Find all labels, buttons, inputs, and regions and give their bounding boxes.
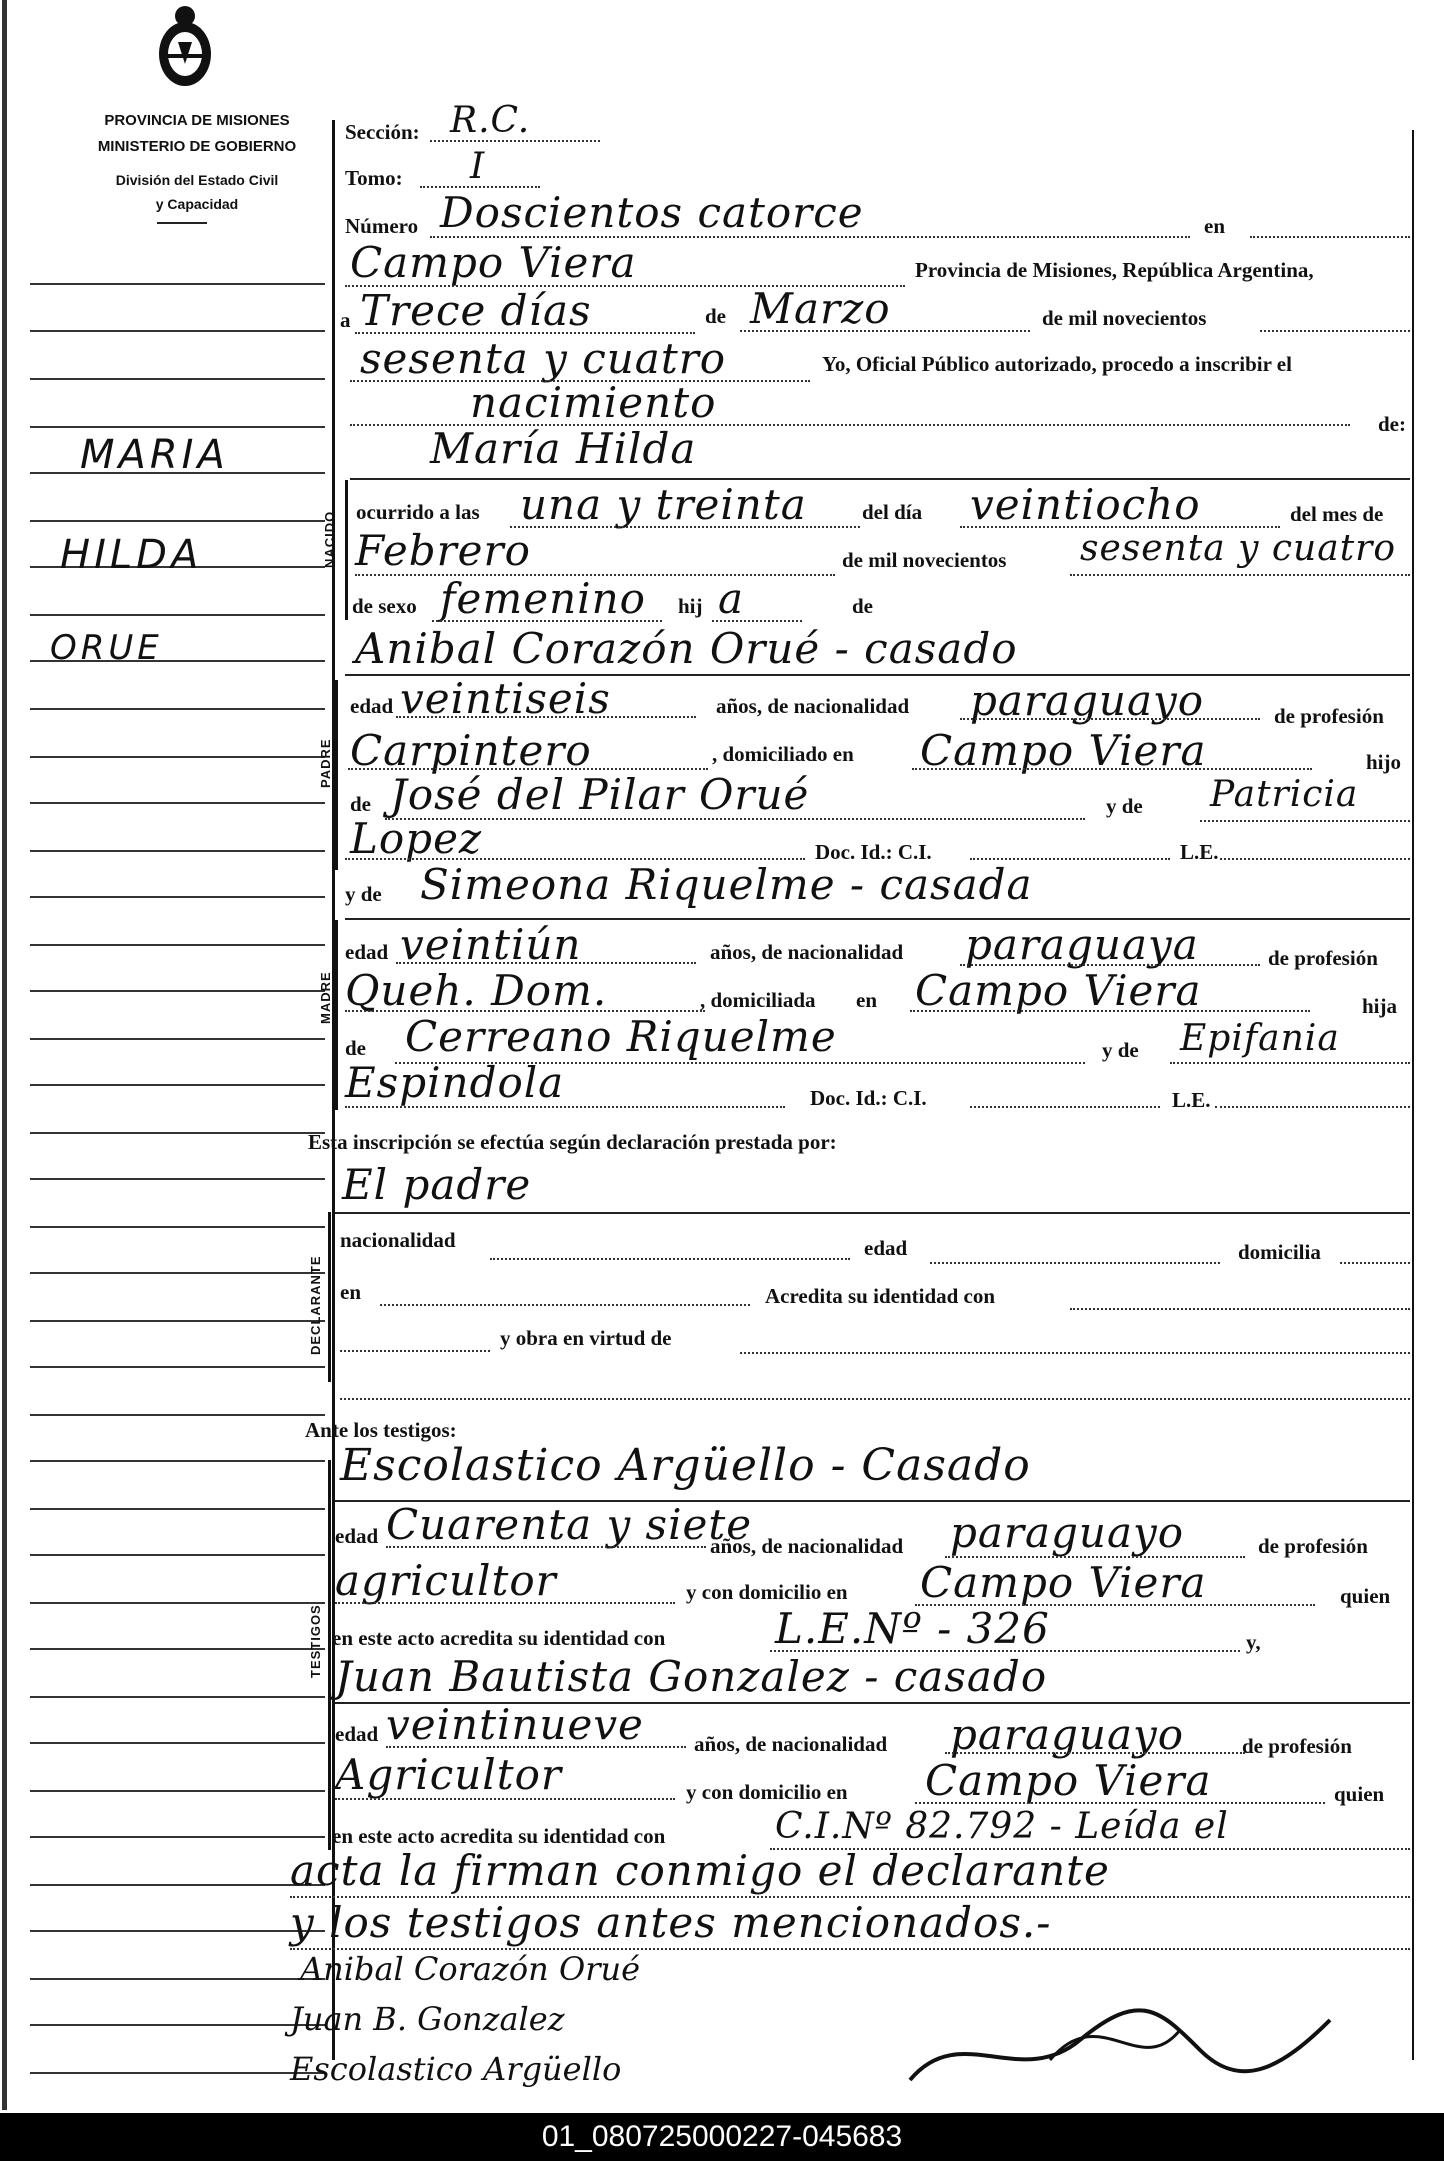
de-mil2-label: de mil novecientos (842, 548, 1007, 572)
dia-nac-value: veintiocho (970, 480, 1201, 529)
en-m-label: en (856, 988, 877, 1012)
header-division: División del Estado Civil (115, 172, 279, 188)
t2-dom-line (915, 1802, 1325, 1804)
le-line (1220, 858, 1410, 860)
t2-nac-value: paraguayo (950, 1710, 1185, 1759)
mil-line (1260, 330, 1410, 332)
abuela-p1-line (1200, 820, 1410, 822)
anio-nac-line (1070, 574, 1410, 576)
anios-nac-m-label: años, de nacionalidad (710, 940, 904, 964)
hij-label: hij (678, 594, 703, 618)
edad-m-label: edad (345, 940, 389, 964)
abuela-m2-value: Espindola (345, 1058, 565, 1107)
abuela-m1-value: Epifania (1180, 1018, 1340, 1059)
t1-prof-label: de profesión (1258, 1534, 1368, 1558)
t1-dom-value: Campo Viera (920, 1558, 1207, 1607)
padre-nac-line (960, 718, 1260, 720)
declarante-bracket (328, 1212, 331, 1382)
dia-value: Trece días (360, 286, 592, 335)
t2-edad-label: edad (335, 1722, 379, 1746)
anio-value: sesenta y cuatro (360, 334, 727, 383)
le-m-label: L.E. (1172, 1088, 1211, 1112)
yo-oficial-label: Yo, Oficial Público autorizado, procedo a inscribir el (822, 352, 1292, 376)
t2-acto-label: en este acto acredita su identidad con (332, 1824, 666, 1848)
t1-quien-label: quien (1340, 1584, 1391, 1608)
madre-dom-line (910, 1010, 1310, 1012)
acto-value: nacimiento (470, 378, 717, 427)
seccion-value: R.C. (450, 100, 531, 141)
a-label: a (340, 308, 351, 332)
nombre-value: María Hilda (430, 424, 697, 473)
nombre-line (350, 478, 1410, 480)
header-province: PROVINCIA DE MISIONES (104, 112, 290, 129)
del-mes-label: del mes de (1290, 502, 1384, 526)
scan-edge (2, 0, 7, 2110)
obra-line-2 (340, 1398, 1410, 1400)
padre-edad-value: veintiseis (400, 674, 611, 723)
edad-label: edad (350, 694, 394, 718)
mes-value: Marzo (750, 284, 891, 333)
doc-id-m-label: Doc. Id.: C.I. (810, 1086, 927, 1110)
t1-y-label: y, (1246, 1630, 1261, 1654)
padre-value: Anibal Corazón Orué - casado (355, 624, 1018, 673)
ocurrido-label: ocurrido a las (356, 500, 480, 524)
t2-prof-value: Agricultor (335, 1750, 562, 1799)
padre-prof-value: Carpintero (350, 726, 592, 775)
en-d-label: en (340, 1280, 361, 1304)
padre-bracket (335, 680, 338, 870)
de3-label: de (350, 792, 371, 816)
madre-nac-value: paraguaya (965, 920, 1199, 969)
hij-line (712, 620, 802, 622)
domicilia-line (1340, 1262, 1410, 1264)
declarante-tag: DECLARANTE (308, 1255, 323, 1355)
t1-edad-line (386, 1546, 706, 1548)
anio-nac-value: sesenta y cuatro (1080, 528, 1397, 569)
obra-line (740, 1352, 1410, 1354)
madre-value: Simeona Riquelme - casada (420, 860, 1033, 909)
hija-label: hija (1362, 994, 1398, 1018)
y-de-label: y de (1106, 794, 1143, 818)
y-obra-label: y obra en virtud de (500, 1326, 672, 1350)
abuela-p1-value: Patricia (1210, 774, 1359, 815)
t2-quien-label: quien (1334, 1782, 1385, 1806)
margin-name-3: ORUE (50, 628, 163, 668)
madre-edad-value: veintiún (400, 920, 582, 969)
hora-value: una y treinta (520, 480, 807, 529)
signature-testigo1: Escolastico Argüello (290, 2050, 622, 2088)
madre-bracket (335, 920, 338, 1110)
margin-name-2: HILDA (60, 532, 203, 578)
numero-label: Número (345, 214, 419, 238)
document-id-footer: 01_080725000227-045683 (0, 2113, 1444, 2161)
domiciliado-label: , domiciliado en (712, 742, 854, 766)
anios-nac-label: años, de nacionalidad (716, 694, 910, 718)
tomo-label: Tomo: (345, 166, 403, 190)
en-d-line (380, 1304, 750, 1306)
domicilia-label: domicilia (1238, 1240, 1321, 1264)
nacionalidad-label: nacionalidad (340, 1228, 456, 1252)
closing-line-1: acta la firman conmigo el declarante (290, 1846, 1110, 1895)
margin-name-1: MARIA (80, 432, 229, 478)
hora-line (510, 526, 860, 528)
en-line (1250, 236, 1410, 238)
t2-prof-label: de profesión (1242, 1734, 1352, 1758)
de-sexo-label: de sexo (352, 594, 417, 618)
t1-acto-label: en este acto acredita su identidad con (332, 1626, 666, 1650)
sexo-value: femenino (440, 574, 646, 623)
nacido-bracket (345, 480, 348, 620)
abuela-p2-value: Lopez (350, 814, 483, 863)
padre-dom-value: Campo Viera (920, 726, 1207, 775)
en-label: en (1204, 214, 1225, 238)
t1-anios-label: años, de nacionalidad (710, 1534, 904, 1558)
padre-dom-line (912, 768, 1312, 770)
header-capacidad: y Capacidad (155, 196, 239, 212)
declarante-value: El padre (342, 1160, 532, 1209)
padre-edad-line (396, 716, 696, 718)
de-colon-label: de: (1378, 412, 1406, 436)
obra-pre-line (340, 1350, 490, 1352)
hij-value: a (718, 574, 745, 623)
lugar-value: Campo Viera (350, 238, 637, 287)
t1-nac-value: paraguayo (950, 1508, 1185, 1557)
tomo-value: I (470, 146, 486, 187)
t1-doc-value: L.E.Nº - 326 (775, 1604, 1050, 1653)
provincia-label: Provincia de Misiones, República Argentina, (915, 258, 1314, 282)
testigo1-value: Escolastico Argüello - Casado (340, 1440, 1031, 1491)
seccion-label: Sección: (345, 120, 420, 144)
abuelo-p-value: José del Pilar Orué (390, 770, 810, 819)
t2-edad-value: veintinueve (386, 1700, 644, 1749)
signature-padre: Anibal Corazón Orué (300, 1950, 641, 1988)
closing-line-2: y los testigos antes mencionados.- (290, 1898, 1052, 1947)
domiciliada-label: , domiciliada (700, 988, 816, 1012)
de-mil-label: de mil novecientos (1042, 306, 1207, 330)
testigos-tag: TESTIGOS (308, 1604, 323, 1678)
abuelo-m-value: Cerreano Riquelme (405, 1012, 837, 1061)
testigos-bracket (328, 1460, 331, 1850)
doc-id-m-line (970, 1106, 1160, 1108)
t1-dom-label: y con domicilio en (686, 1580, 848, 1604)
padre-tag: PADRE (318, 738, 333, 788)
acredita-label: Acredita su identidad con (765, 1284, 996, 1308)
madre-tag: MADRE (318, 971, 333, 1024)
form-right-border (1412, 130, 1414, 2060)
declarante-line (335, 1212, 1410, 1214)
t2-prof-line (335, 1798, 675, 1800)
t2-anios-label: años, de nacionalidad (694, 1732, 888, 1756)
le-m-line (1215, 1106, 1410, 1108)
t1-prof-value: agricultor (335, 1556, 557, 1605)
t1-edad-value: Cuarenta y siete (386, 1500, 753, 1549)
t1-prof-line (335, 1602, 675, 1604)
edad-d-line (930, 1262, 1220, 1264)
doc-id-label: Doc. Id.: C.I. (815, 840, 932, 864)
nacionalidad-line (490, 1258, 850, 1260)
abuelo-p-line (385, 818, 1085, 820)
y-de-m-label: y de (1102, 1038, 1139, 1062)
abuela-m1-line (1170, 1062, 1410, 1064)
de-m-label: de (345, 1036, 366, 1060)
mes-line (740, 330, 1030, 332)
t2-nac-line (945, 1752, 1245, 1754)
padre-nac-value: paraguayo (970, 676, 1205, 725)
de-profesion-m-label: de profesión (1268, 946, 1378, 970)
acredita-line (1070, 1308, 1410, 1310)
testigo2-value: Juan Bautista Gonzalez - casado (335, 1652, 1048, 1701)
signature-testigo2: Juan B. Gonzalez (290, 2000, 565, 2038)
de-profesion-label: de profesión (1274, 704, 1384, 728)
de2-label: de (852, 594, 873, 618)
madre-prof-value: Queh. Dom. (345, 966, 608, 1015)
ante-testigos-label: Ante los testigos: (305, 1418, 457, 1442)
nacido-tag: NACIDO (322, 510, 337, 568)
t2-dom-value: Campo Viera (925, 1756, 1212, 1805)
official-signature-scribble (900, 1980, 1340, 2100)
mes-nac-value: Febrero (355, 526, 531, 575)
numero-value: Doscientos catorce (440, 188, 864, 237)
madre-dom-value: Campo Viera (915, 966, 1202, 1015)
t2-edad-line (386, 1746, 686, 1748)
sexo-line (432, 620, 662, 622)
t2-doc-value: C.I.Nº 82.792 - Leída el (775, 1806, 1229, 1847)
le-label: L.E. (1180, 840, 1219, 864)
t1-edad-label: edad (335, 1524, 379, 1548)
del-dia-label: del día (862, 500, 923, 524)
madre-edad-line (396, 962, 696, 964)
seccion-line (430, 140, 600, 142)
de-label: de (705, 304, 726, 328)
t2-dom-label: y con domicilio en (686, 1780, 848, 1804)
abuela-m2-line (345, 1106, 785, 1108)
header-ministry: MINISTERIO DE GOBIERNO (97, 138, 297, 155)
esta-inscripcion-label: Esta inscripción se efectúa según declaración prestada por: (308, 1130, 837, 1154)
edad-d-label: edad (864, 1236, 908, 1260)
hijo-label: hijo (1366, 750, 1402, 774)
y-de2-label: y de (345, 882, 382, 906)
header-underline (157, 222, 207, 224)
coat-of-arms-seal (150, 2, 220, 92)
